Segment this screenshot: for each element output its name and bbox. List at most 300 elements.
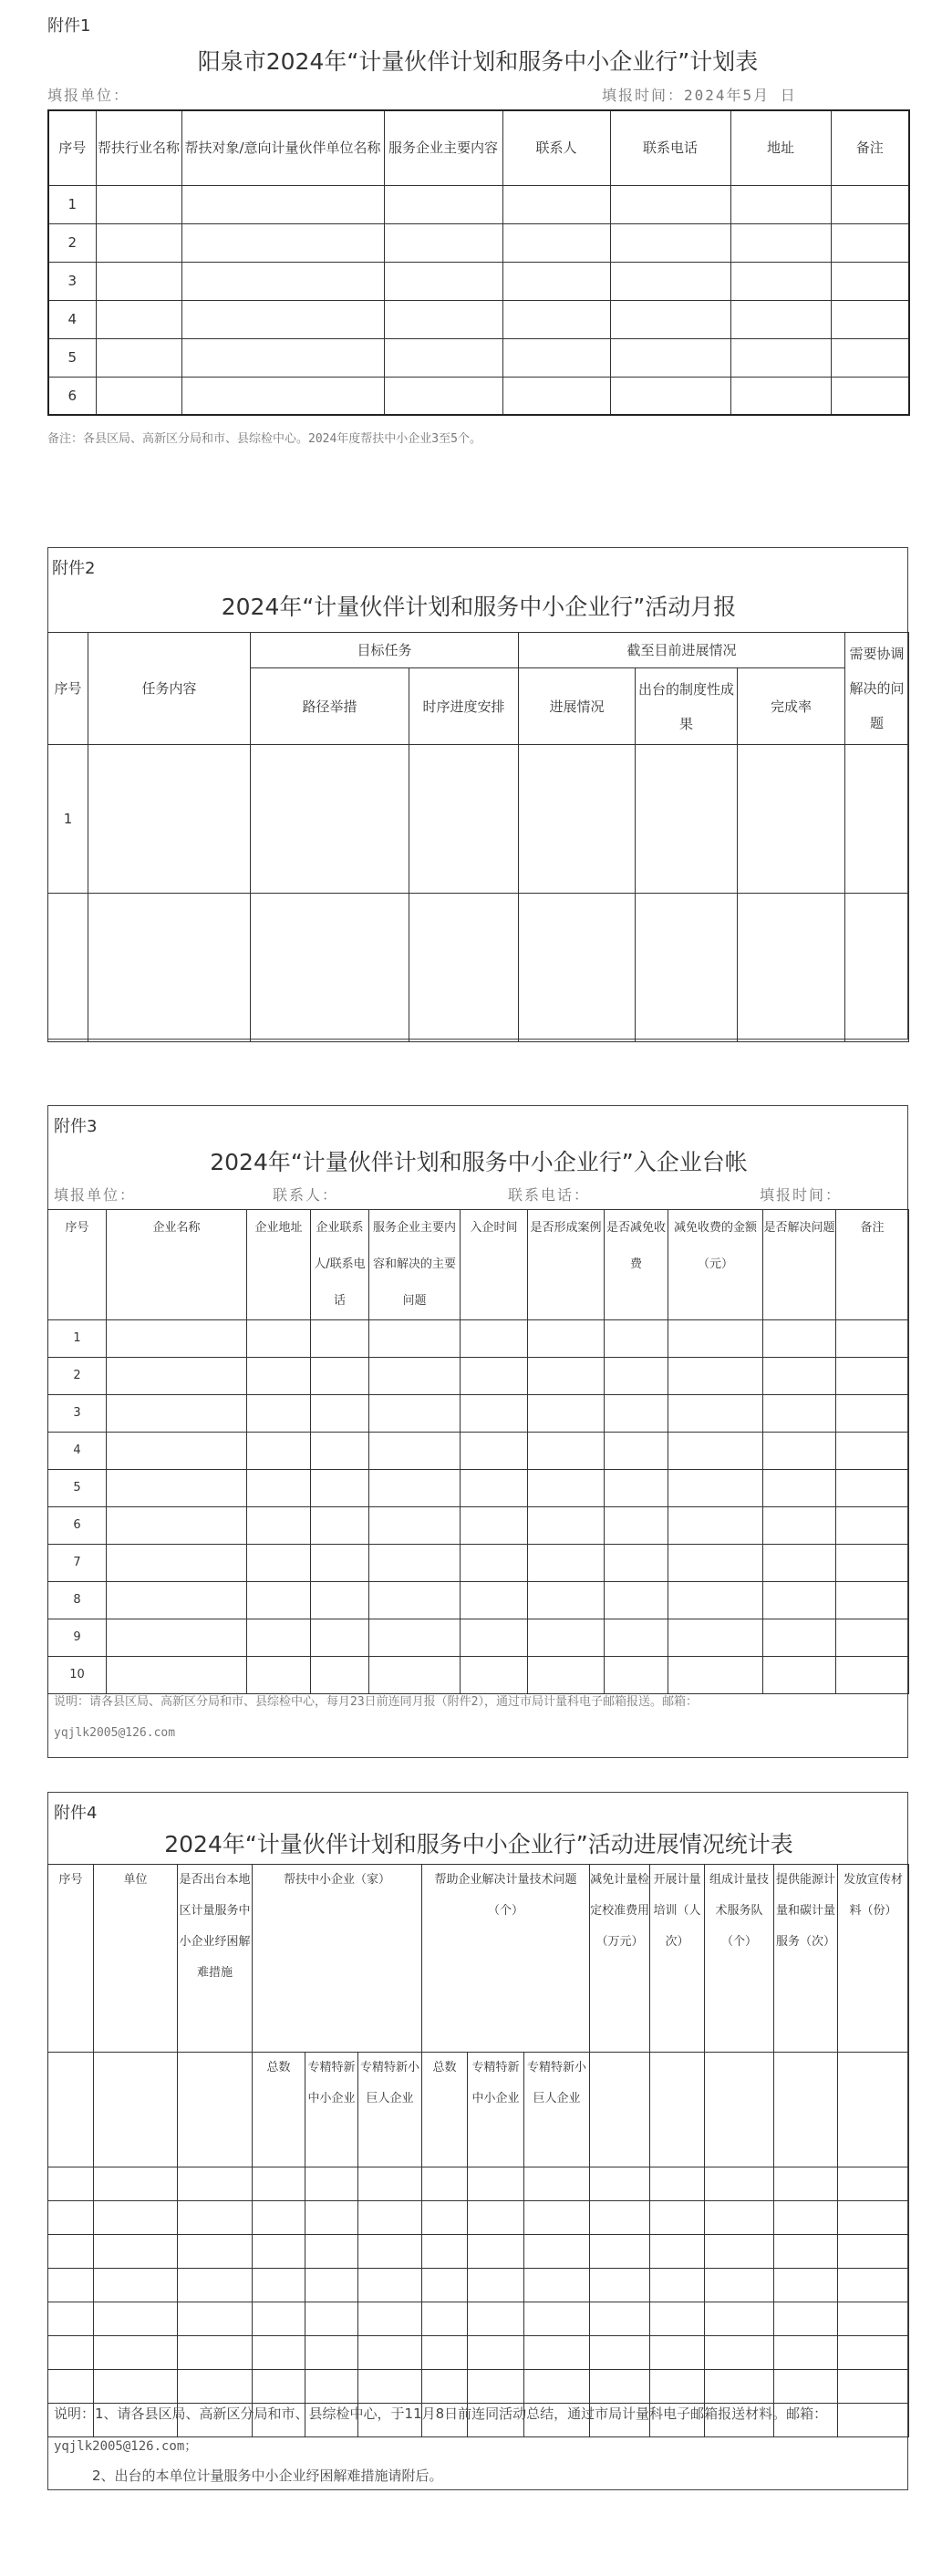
attachment-1-title: 阳泉市2024年“计量伙伴计划和服务中小企业行”计划表 [197, 48, 759, 75]
table-cell[interactable] [384, 262, 502, 300]
table-cell[interactable] [668, 1545, 763, 1582]
table-cell[interactable] [107, 1619, 247, 1657]
table-cell[interactable] [305, 2235, 358, 2269]
table-cell[interactable] [524, 2167, 590, 2201]
col-header: 减免收费的金额（元） [668, 1210, 763, 1320]
table-cell[interactable] [650, 2201, 705, 2235]
table-cell[interactable] [650, 2235, 705, 2269]
table-cell[interactable] [422, 2269, 468, 2302]
table-cell[interactable] [845, 894, 909, 1042]
table-cell[interactable] [384, 185, 502, 223]
col-header: 是否减免收费 [605, 1210, 668, 1320]
table-cell[interactable] [107, 1320, 247, 1358]
table-cell[interactable] [763, 1470, 836, 1507]
table-cell[interactable] [730, 185, 831, 223]
table-cell[interactable] [88, 745, 251, 894]
table-cell[interactable] [774, 2269, 838, 2302]
table-cell[interactable] [305, 2302, 358, 2336]
table-cell[interactable] [668, 1320, 763, 1358]
table-cell[interactable] [94, 2370, 178, 2404]
table-cell[interactable] [668, 1358, 763, 1395]
table-cell[interactable] [461, 1582, 528, 1619]
table-cell[interactable] [384, 300, 502, 338]
table-cell[interactable] [528, 1582, 605, 1619]
attachment-4-label: 附件4 [54, 1804, 98, 1823]
table-cell[interactable] [247, 1433, 311, 1470]
table-cell[interactable] [369, 1395, 461, 1433]
table-cell[interactable] [369, 1507, 461, 1545]
table-cell[interactable] [528, 1470, 605, 1507]
table-cell[interactable] [358, 2336, 422, 2370]
table-cell[interactable] [590, 2370, 650, 2404]
table-cell[interactable] [247, 1358, 311, 1395]
table-cell[interactable] [48, 2235, 94, 2269]
col-header: 路径举措 [251, 668, 409, 745]
table-cell[interactable] [610, 262, 730, 300]
table-cell[interactable] [502, 223, 610, 262]
table-cell[interactable] [838, 2269, 909, 2302]
table-cell[interactable] [668, 1507, 763, 1545]
table-cell[interactable] [705, 2302, 774, 2336]
table-cell[interactable] [253, 2167, 305, 2201]
table-cell[interactable] [251, 745, 409, 894]
table-cell[interactable] [838, 2201, 909, 2235]
table-cell[interactable] [763, 1433, 836, 1470]
row-number: 1 [48, 1320, 107, 1358]
table-cell[interactable] [311, 1657, 369, 1694]
table-cell [178, 2053, 253, 2167]
table-cell[interactable] [178, 2167, 253, 2201]
table-cell[interactable] [253, 2269, 305, 2302]
col-group-header: 帮扶中小企业（家） [253, 1865, 422, 2053]
table-cell[interactable] [838, 2235, 909, 2269]
table-cell[interactable] [524, 2269, 590, 2302]
table-cell[interactable] [107, 1582, 247, 1619]
table-cell[interactable] [358, 2370, 422, 2404]
table-cell[interactable] [590, 2167, 650, 2201]
table-cell[interactable] [774, 2336, 838, 2370]
table-row [48, 377, 909, 415]
table-cell[interactable] [107, 1545, 247, 1582]
table-cell[interactable] [831, 185, 909, 223]
table-cell[interactable] [305, 2370, 358, 2404]
table-cell[interactable] [705, 2269, 774, 2302]
table-cell[interactable] [384, 223, 502, 262]
table-cell[interactable] [668, 1395, 763, 1433]
table-cell[interactable] [409, 745, 519, 894]
table-cell[interactable] [836, 1470, 909, 1507]
table-cell[interactable] [461, 1507, 528, 1545]
table-cell[interactable] [461, 1433, 528, 1470]
table-cell[interactable] [107, 1358, 247, 1395]
table-cell[interactable] [590, 2336, 650, 2370]
table-cell[interactable] [305, 2336, 358, 2370]
table-cell[interactable] [107, 1470, 247, 1507]
table-cell[interactable] [610, 185, 730, 223]
table-cell[interactable] [468, 2370, 524, 2404]
table-cell[interactable] [461, 1395, 528, 1433]
table-cell[interactable] [422, 2336, 468, 2370]
table-cell[interactable] [763, 1358, 836, 1395]
table-cell[interactable] [668, 1582, 763, 1619]
table-cell[interactable] [605, 1470, 668, 1507]
table-cell[interactable] [181, 185, 384, 223]
table-row [48, 2235, 909, 2269]
table-cell[interactable] [253, 2201, 305, 2235]
table-cell[interactable] [358, 2302, 422, 2336]
table-cell[interactable] [461, 1358, 528, 1395]
table-cell[interactable] [48, 2302, 94, 2336]
table-cell[interactable] [181, 262, 384, 300]
table-cell[interactable] [409, 894, 519, 1042]
table-cell[interactable] [311, 1470, 369, 1507]
table-cell[interactable] [468, 2201, 524, 2235]
table-cell[interactable] [528, 1657, 605, 1694]
table-cell[interactable] [524, 2336, 590, 2370]
table-cell[interactable] [94, 2167, 178, 2201]
table-cell[interactable] [358, 2269, 422, 2302]
table-cell[interactable] [96, 338, 181, 377]
col-group-header: 帮助企业解决计量技术问题（个） [422, 1865, 590, 2053]
table-cell[interactable] [247, 1619, 311, 1657]
row-number: 3 [48, 1395, 107, 1433]
col-group-header: 目标任务 [251, 633, 519, 668]
attachment-4-note-2: 2、出台的本单位计量服务中小企业纾困解难措施请附后。 [92, 2467, 443, 2484]
table-cell[interactable] [181, 300, 384, 338]
table-cell[interactable] [836, 1582, 909, 1619]
table-cell[interactable] [605, 1395, 668, 1433]
table-cell[interactable] [763, 1320, 836, 1358]
table-cell[interactable] [358, 2235, 422, 2269]
table-row [48, 894, 909, 1042]
table-cell[interactable] [610, 300, 730, 338]
table-cell[interactable] [247, 1657, 311, 1694]
attachment-3-enterprise-ledger [47, 1105, 908, 1758]
table-cell[interactable] [468, 2269, 524, 2302]
table-cell[interactable] [468, 2336, 524, 2370]
table-cell[interactable] [831, 338, 909, 377]
row-number: 9 [48, 1619, 107, 1657]
table-cell[interactable] [178, 2269, 253, 2302]
table-cell[interactable] [836, 1320, 909, 1358]
col-group-header: 截至目前进展情况 [519, 633, 845, 668]
table-cell[interactable] [605, 1358, 668, 1395]
table-cell[interactable] [763, 1545, 836, 1582]
table-cell[interactable] [384, 377, 502, 415]
col-header: 企业地址 [247, 1210, 311, 1320]
table-cell[interactable] [763, 1395, 836, 1433]
table-cell[interactable] [468, 2235, 524, 2269]
table-cell[interactable] [774, 2370, 838, 2404]
table-cell[interactable] [422, 2370, 468, 2404]
table-row [48, 1320, 909, 1358]
table-cell[interactable] [88, 894, 251, 1042]
table-cell[interactable] [48, 2336, 94, 2370]
table-cell[interactable] [605, 1433, 668, 1470]
table-cell[interactable] [311, 1507, 369, 1545]
table-cell[interactable] [311, 1320, 369, 1358]
table-cell[interactable] [605, 1545, 668, 1582]
table-cell[interactable] [305, 2269, 358, 2302]
col-header: 专精特新中小企业 [468, 2053, 524, 2167]
table-cell[interactable] [730, 223, 831, 262]
table-cell[interactable] [502, 185, 610, 223]
table-cell[interactable] [730, 338, 831, 377]
table-cell[interactable] [358, 2167, 422, 2201]
table-cell[interactable] [253, 2302, 305, 2336]
table-cell[interactable] [774, 2167, 838, 2201]
table-cell[interactable] [253, 2370, 305, 2404]
table-cell[interactable] [524, 2235, 590, 2269]
table-cell[interactable] [831, 223, 909, 262]
table-cell[interactable] [738, 894, 845, 1042]
table-cell[interactable] [247, 1395, 311, 1433]
table-cell[interactable] [774, 2201, 838, 2235]
table-cell[interactable] [730, 300, 831, 338]
table-cell[interactable] [838, 2167, 909, 2201]
table-cell[interactable] [94, 2235, 178, 2269]
table-cell[interactable] [650, 2370, 705, 2404]
row-number [48, 894, 88, 1042]
table-cell[interactable] [590, 2235, 650, 2269]
table-cell[interactable] [605, 1320, 668, 1358]
table-cell[interactable] [650, 2336, 705, 2370]
table-cell[interactable] [705, 2370, 774, 2404]
table-cell[interactable] [831, 300, 909, 338]
attachment-4-title: 2024年“计量伙伴计划和服务中小企业行”活动进展情况统计表 [164, 1831, 793, 1857]
table-cell[interactable] [461, 1470, 528, 1507]
table-cell[interactable] [369, 1545, 461, 1582]
table-cell[interactable] [181, 338, 384, 377]
table-cell[interactable] [519, 745, 636, 894]
table-row [48, 2302, 909, 2336]
table-cell[interactable] [836, 1657, 909, 1694]
table-cell[interactable] [48, 2370, 94, 2404]
attachment-3-label: 附件3 [54, 1117, 98, 1136]
table-cell[interactable] [461, 1619, 528, 1657]
table-cell[interactable] [247, 1507, 311, 1545]
table-cell[interactable] [384, 338, 502, 377]
table-cell[interactable] [636, 745, 738, 894]
table-cell[interactable] [502, 262, 610, 300]
table-cell[interactable] [502, 300, 610, 338]
table-row [48, 1545, 909, 1582]
table-cell[interactable] [519, 894, 636, 1042]
table-cell[interactable] [369, 1582, 461, 1619]
table-cell[interactable] [528, 1545, 605, 1582]
table-cell[interactable] [253, 2336, 305, 2370]
table-cell[interactable] [610, 338, 730, 377]
table-cell[interactable] [369, 1619, 461, 1657]
table-cell[interactable] [311, 1545, 369, 1582]
stats-header-row-2 [48, 2053, 909, 2167]
table-cell[interactable] [461, 1545, 528, 1582]
table-cell[interactable] [774, 2235, 838, 2269]
table-cell[interactable] [247, 1545, 311, 1582]
table-cell[interactable] [605, 1507, 668, 1545]
table-cell[interactable] [836, 1395, 909, 1433]
attachment-4-note-1: 说明：1、请各县区局、高新区分局和市、县综检中心，于11月8日前连同活动总结，通过市局计量科电子邮箱报送材料。邮箱： [54, 2405, 828, 2422]
table-cell[interactable] [468, 2167, 524, 2201]
table-cell[interactable] [502, 338, 610, 377]
table-cell[interactable] [668, 1470, 763, 1507]
table-cell[interactable] [838, 2302, 909, 2336]
table-cell[interactable] [838, 2404, 909, 2437]
table-cell[interactable] [524, 2201, 590, 2235]
col-header: 联系人 [502, 110, 610, 185]
table-cell[interactable] [251, 894, 409, 1042]
table-cell[interactable] [178, 2370, 253, 2404]
table-cell[interactable] [181, 377, 384, 415]
table-cell[interactable] [253, 2235, 305, 2269]
table-cell[interactable] [650, 2269, 705, 2302]
table-cell[interactable] [96, 262, 181, 300]
table-cell[interactable] [650, 2302, 705, 2336]
table-cell[interactable] [610, 377, 730, 415]
table-cell[interactable] [590, 2302, 650, 2336]
col-header: 序号 [48, 1865, 94, 2053]
table-cell[interactable] [422, 2167, 468, 2201]
table-cell[interactable] [311, 1358, 369, 1395]
col-header: 帮扶行业名称 [96, 110, 181, 185]
table-cell[interactable] [502, 377, 610, 415]
table-cell[interactable] [422, 2302, 468, 2336]
col-header: 入企时间 [461, 1210, 528, 1320]
table-cell[interactable] [461, 1320, 528, 1358]
table-cell[interactable] [836, 1433, 909, 1470]
table-cell[interactable] [705, 2167, 774, 2201]
table-cell[interactable] [730, 377, 831, 415]
table-cell[interactable] [369, 1433, 461, 1470]
table-row [48, 223, 909, 262]
table-cell[interactable] [247, 1470, 311, 1507]
table-row [48, 745, 909, 894]
table-cell[interactable] [705, 2336, 774, 2370]
table-cell[interactable] [705, 2201, 774, 2235]
col-header: 是否形成案例 [528, 1210, 605, 1320]
table-cell[interactable] [247, 1320, 311, 1358]
table-cell[interactable] [836, 1507, 909, 1545]
table-cell[interactable] [178, 2201, 253, 2235]
table-cell[interactable] [311, 1433, 369, 1470]
table-cell[interactable] [369, 1657, 461, 1694]
table-cell[interactable] [94, 2336, 178, 2370]
table-cell[interactable] [311, 1619, 369, 1657]
table-cell[interactable] [358, 2201, 422, 2235]
table-cell[interactable] [369, 1470, 461, 1507]
table-cell[interactable] [311, 1395, 369, 1433]
table-cell[interactable] [369, 1320, 461, 1358]
table-cell[interactable] [107, 1395, 247, 1433]
table-cell[interactable] [590, 2269, 650, 2302]
table-cell[interactable] [305, 2201, 358, 2235]
table-cell[interactable] [96, 300, 181, 338]
table-cell[interactable] [524, 2370, 590, 2404]
table-cell[interactable] [107, 1657, 247, 1694]
col-header: 单位 [94, 1865, 178, 2053]
table-cell[interactable] [831, 262, 909, 300]
table-cell[interactable] [461, 1657, 528, 1694]
table-cell[interactable] [48, 2269, 94, 2302]
table-cell[interactable] [838, 2370, 909, 2404]
row-number: 6 [48, 1507, 107, 1545]
table-cell[interactable] [178, 2336, 253, 2370]
table-cell[interactable] [774, 2302, 838, 2336]
table-cell[interactable] [831, 377, 909, 415]
table-cell[interactable] [836, 1358, 909, 1395]
statistics-table [47, 1864, 909, 2437]
table-cell[interactable] [48, 2167, 94, 2201]
table-cell[interactable] [763, 1507, 836, 1545]
plan-table [47, 109, 910, 416]
table-cell[interactable] [178, 2235, 253, 2269]
table-cell[interactable] [528, 1395, 605, 1433]
table-cell[interactable] [836, 1619, 909, 1657]
table-cell[interactable] [94, 2302, 178, 2336]
table-cell[interactable] [369, 1358, 461, 1395]
table-cell[interactable] [705, 2235, 774, 2269]
table-cell[interactable] [636, 894, 738, 1042]
table-cell[interactable] [605, 1657, 668, 1694]
table-cell[interactable] [836, 1545, 909, 1582]
table-cell[interactable] [738, 745, 845, 894]
table-cell[interactable] [468, 2302, 524, 2336]
table-cell[interactable] [96, 223, 181, 262]
table-cell[interactable] [605, 1619, 668, 1657]
table-cell[interactable] [763, 1582, 836, 1619]
attachment-4-statistics-table [47, 1792, 908, 2490]
table-cell[interactable] [763, 1619, 836, 1657]
table-cell[interactable] [422, 2201, 468, 2235]
table-cell[interactable] [668, 1619, 763, 1657]
table-cell[interactable] [311, 1582, 369, 1619]
table-cell[interactable] [590, 2201, 650, 2235]
table-cell[interactable] [107, 1507, 247, 1545]
table-row [48, 1619, 909, 1657]
table-cell[interactable] [96, 377, 181, 415]
table-cell[interactable] [422, 2235, 468, 2269]
table-cell[interactable] [838, 2336, 909, 2370]
row-number: 5 [48, 338, 96, 377]
table-row [48, 185, 909, 223]
table-cell[interactable] [528, 1320, 605, 1358]
table-cell[interactable] [181, 223, 384, 262]
table-cell[interactable] [305, 2167, 358, 2201]
table-cell[interactable] [48, 2201, 94, 2235]
table-cell[interactable] [528, 1619, 605, 1657]
table-cell[interactable] [107, 1433, 247, 1470]
table-cell[interactable] [96, 185, 181, 223]
col-header: 专精特新小巨人企业 [358, 2053, 422, 2167]
table-cell[interactable] [528, 1358, 605, 1395]
table-cell[interactable] [524, 2302, 590, 2336]
table-cell[interactable] [247, 1582, 311, 1619]
col-header: 服务企业主要内容和解决的主要问题 [369, 1210, 461, 1320]
table-cell[interactable] [668, 1433, 763, 1470]
table-cell[interactable] [668, 1657, 763, 1694]
table-cell[interactable] [178, 2302, 253, 2336]
table-cell[interactable] [528, 1507, 605, 1545]
table-cell[interactable] [94, 2201, 178, 2235]
table-cell[interactable] [610, 223, 730, 262]
table-cell[interactable] [845, 745, 909, 894]
table-cell[interactable] [763, 1657, 836, 1694]
table-cell[interactable] [650, 2167, 705, 2201]
table-cell[interactable] [528, 1433, 605, 1470]
table-cell[interactable] [605, 1582, 668, 1619]
table-cell[interactable] [94, 2269, 178, 2302]
table-cell[interactable] [730, 262, 831, 300]
